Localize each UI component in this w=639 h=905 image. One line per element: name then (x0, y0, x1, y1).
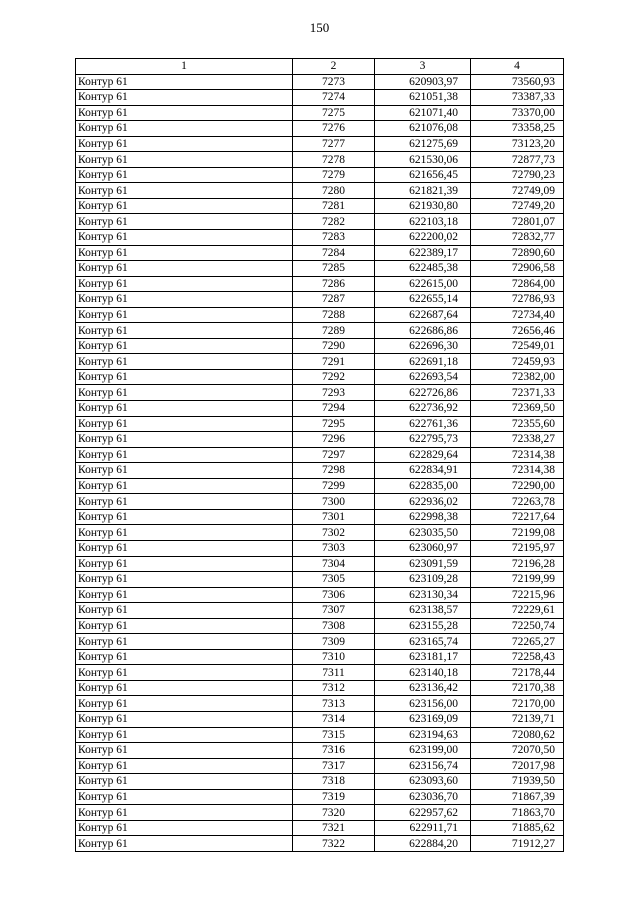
x-coordinate-cell: 623140,18 (375, 665, 471, 681)
y-coordinate-cell: 73358,25 (471, 121, 564, 137)
contour-cell: Контур 61 (76, 494, 293, 510)
x-coordinate-cell: 622485,38 (375, 261, 471, 277)
point-number-cell: 7315 (293, 727, 375, 743)
x-coordinate-cell: 621930,80 (375, 198, 471, 214)
contour-cell: Контур 61 (76, 136, 293, 152)
contour-cell: Контур 61 (76, 276, 293, 292)
contour-cell: Контур 61 (76, 385, 293, 401)
contour-cell: Контур 61 (76, 307, 293, 323)
column-header-2: 2 (293, 59, 375, 75)
table-row (76, 649, 564, 665)
contour-cell: Контур 61 (76, 261, 293, 277)
y-coordinate-cell: 71863,70 (471, 805, 564, 821)
table-row (76, 727, 564, 743)
contour-cell: Контур 61 (76, 432, 293, 448)
x-coordinate-cell: 622736,92 (375, 401, 471, 417)
point-number-cell: 7306 (293, 587, 375, 603)
y-coordinate-cell: 73123,20 (471, 136, 564, 152)
point-number-cell: 7319 (293, 789, 375, 805)
contour-cell: Контур 61 (76, 556, 293, 572)
y-coordinate-cell: 72355,60 (471, 416, 564, 432)
contour-cell: Контур 61 (76, 618, 293, 634)
x-coordinate-cell: 623199,00 (375, 743, 471, 759)
y-coordinate-cell: 72749,20 (471, 198, 564, 214)
x-coordinate-cell: 623155,28 (375, 618, 471, 634)
table-row (76, 323, 564, 339)
contour-cell: Контур 61 (76, 323, 293, 339)
contour-cell: Контур 61 (76, 525, 293, 541)
x-coordinate-cell: 623060,97 (375, 540, 471, 556)
point-number-cell: 7280 (293, 183, 375, 199)
contour-cell: Контур 61 (76, 572, 293, 588)
contour-cell: Контур 61 (76, 401, 293, 417)
x-coordinate-cell: 623181,17 (375, 649, 471, 665)
point-number-cell: 7285 (293, 261, 375, 277)
contour-cell: Контур 61 (76, 245, 293, 261)
point-number-cell: 7295 (293, 416, 375, 432)
y-coordinate-cell: 72314,38 (471, 463, 564, 479)
x-coordinate-cell: 622795,73 (375, 432, 471, 448)
y-coordinate-cell: 72290,00 (471, 478, 564, 494)
x-coordinate-cell: 623156,74 (375, 758, 471, 774)
x-coordinate-cell: 623136,42 (375, 680, 471, 696)
x-coordinate-cell: 623138,57 (375, 603, 471, 619)
point-number-cell: 7279 (293, 167, 375, 183)
point-number-cell: 7291 (293, 354, 375, 370)
y-coordinate-cell: 72786,93 (471, 292, 564, 308)
contour-cell: Контур 61 (76, 509, 293, 525)
y-coordinate-cell: 73387,33 (471, 90, 564, 106)
y-coordinate-cell: 72017,98 (471, 758, 564, 774)
point-number-cell: 7287 (293, 292, 375, 308)
y-coordinate-cell: 72265,27 (471, 634, 564, 650)
point-number-cell: 7298 (293, 463, 375, 479)
point-number-cell: 7317 (293, 758, 375, 774)
y-coordinate-cell: 72178,44 (471, 665, 564, 681)
x-coordinate-cell: 623035,50 (375, 525, 471, 541)
point-number-cell: 7307 (293, 603, 375, 619)
point-number-cell: 7309 (293, 634, 375, 650)
point-number-cell: 7316 (293, 743, 375, 759)
y-coordinate-cell: 72459,93 (471, 354, 564, 370)
x-coordinate-cell: 622103,18 (375, 214, 471, 230)
contour-cell: Контур 61 (76, 587, 293, 603)
table-row (76, 587, 564, 603)
y-coordinate-cell: 72369,50 (471, 401, 564, 417)
contour-cell: Контур 61 (76, 74, 293, 90)
table-row (76, 820, 564, 836)
x-coordinate-cell: 622655,14 (375, 292, 471, 308)
table-row (76, 478, 564, 494)
contour-cell: Контур 61 (76, 805, 293, 821)
contour-cell: Контур 61 (76, 743, 293, 759)
contour-cell: Контур 61 (76, 727, 293, 743)
table-row (76, 618, 564, 634)
point-number-cell: 7277 (293, 136, 375, 152)
y-coordinate-cell: 71939,50 (471, 774, 564, 790)
table-row (76, 696, 564, 712)
x-coordinate-cell: 622998,38 (375, 509, 471, 525)
contour-cell: Контур 61 (76, 711, 293, 727)
point-number-cell: 7310 (293, 649, 375, 665)
x-coordinate-cell: 621051,38 (375, 90, 471, 106)
x-coordinate-cell: 623156,00 (375, 696, 471, 712)
contour-cell: Контур 61 (76, 121, 293, 137)
point-number-cell: 7286 (293, 276, 375, 292)
table-row (76, 416, 564, 432)
point-number-cell: 7274 (293, 90, 375, 106)
table-row (76, 447, 564, 463)
contour-cell: Контур 61 (76, 696, 293, 712)
x-coordinate-cell: 621071,40 (375, 105, 471, 121)
point-number-cell: 7308 (293, 618, 375, 634)
point-number-cell: 7292 (293, 369, 375, 385)
point-number-cell: 7314 (293, 711, 375, 727)
point-number-cell: 7293 (293, 385, 375, 401)
table-row (76, 836, 564, 852)
table-row (76, 494, 564, 510)
table-body (76, 74, 564, 851)
table-header-row (76, 59, 564, 75)
y-coordinate-cell: 72250,74 (471, 618, 564, 634)
table-row (76, 183, 564, 199)
y-coordinate-cell: 72801,07 (471, 214, 564, 230)
x-coordinate-cell: 623109,28 (375, 572, 471, 588)
point-number-cell: 7299 (293, 478, 375, 494)
point-number-cell: 7303 (293, 540, 375, 556)
table-row (76, 540, 564, 556)
x-coordinate-cell: 621656,45 (375, 167, 471, 183)
point-number-cell: 7301 (293, 509, 375, 525)
y-coordinate-cell: 72832,77 (471, 230, 564, 246)
point-number-cell: 7278 (293, 152, 375, 168)
table-row (76, 680, 564, 696)
table-row (76, 261, 564, 277)
y-coordinate-cell: 72734,40 (471, 307, 564, 323)
x-coordinate-cell: 623130,34 (375, 587, 471, 603)
table-row (76, 603, 564, 619)
column-header-3: 3 (375, 59, 471, 75)
point-number-cell: 7300 (293, 494, 375, 510)
y-coordinate-cell: 72170,38 (471, 680, 564, 696)
point-number-cell: 7320 (293, 805, 375, 821)
y-coordinate-cell: 73560,93 (471, 74, 564, 90)
x-coordinate-cell: 622687,64 (375, 307, 471, 323)
y-coordinate-cell: 72656,46 (471, 323, 564, 339)
y-coordinate-cell: 72371,33 (471, 385, 564, 401)
contour-cell: Контур 61 (76, 152, 293, 168)
contour-cell: Контур 61 (76, 90, 293, 106)
table-row (76, 774, 564, 790)
contour-cell: Контур 61 (76, 774, 293, 790)
y-coordinate-cell: 72314,38 (471, 447, 564, 463)
contour-cell: Контур 61 (76, 665, 293, 681)
point-number-cell: 7289 (293, 323, 375, 339)
table-row (76, 167, 564, 183)
table-row (76, 385, 564, 401)
table-row (76, 665, 564, 681)
contour-cell: Контур 61 (76, 105, 293, 121)
coordinates-table (75, 58, 564, 852)
point-number-cell: 7283 (293, 230, 375, 246)
y-coordinate-cell: 71885,62 (471, 820, 564, 836)
y-coordinate-cell: 72906,58 (471, 261, 564, 277)
table-row (76, 74, 564, 90)
table-row (76, 121, 564, 137)
contour-cell: Контур 61 (76, 198, 293, 214)
contour-cell: Контур 61 (76, 354, 293, 370)
y-coordinate-cell: 72229,61 (471, 603, 564, 619)
point-number-cell: 7296 (293, 432, 375, 448)
table-row (76, 711, 564, 727)
contour-cell: Контур 61 (76, 680, 293, 696)
x-coordinate-cell: 623036,70 (375, 789, 471, 805)
point-number-cell: 7288 (293, 307, 375, 323)
x-coordinate-cell: 622835,00 (375, 478, 471, 494)
x-coordinate-cell: 622911,71 (375, 820, 471, 836)
table-row (76, 276, 564, 292)
x-coordinate-cell: 622829,64 (375, 447, 471, 463)
table-row (76, 743, 564, 759)
point-number-cell: 7282 (293, 214, 375, 230)
contour-cell: Контур 61 (76, 183, 293, 199)
point-number-cell: 7284 (293, 245, 375, 261)
y-coordinate-cell: 72890,60 (471, 245, 564, 261)
table-row (76, 198, 564, 214)
point-number-cell: 7294 (293, 401, 375, 417)
table-row (76, 90, 564, 106)
contour-cell: Контур 61 (76, 820, 293, 836)
x-coordinate-cell: 622389,17 (375, 245, 471, 261)
table-row (76, 338, 564, 354)
point-number-cell: 7297 (293, 447, 375, 463)
x-coordinate-cell: 622884,20 (375, 836, 471, 852)
table-row (76, 230, 564, 246)
contour-cell: Контур 61 (76, 758, 293, 774)
contour-cell: Контур 61 (76, 416, 293, 432)
table-row (76, 214, 564, 230)
table-row (76, 634, 564, 650)
point-number-cell: 7313 (293, 696, 375, 712)
point-number-cell: 7302 (293, 525, 375, 541)
contour-cell: Контур 61 (76, 649, 293, 665)
x-coordinate-cell: 622761,36 (375, 416, 471, 432)
contour-cell: Контур 61 (76, 478, 293, 494)
point-number-cell: 7312 (293, 680, 375, 696)
x-coordinate-cell: 622957,62 (375, 805, 471, 821)
x-coordinate-cell: 622726,86 (375, 385, 471, 401)
contour-cell: Контур 61 (76, 463, 293, 479)
y-coordinate-cell: 72877,73 (471, 152, 564, 168)
x-coordinate-cell: 622696,30 (375, 338, 471, 354)
x-coordinate-cell: 623093,60 (375, 774, 471, 790)
y-coordinate-cell: 72217,64 (471, 509, 564, 525)
y-coordinate-cell: 71912,27 (471, 836, 564, 852)
point-number-cell: 7276 (293, 121, 375, 137)
x-coordinate-cell: 622936,02 (375, 494, 471, 510)
y-coordinate-cell: 72199,08 (471, 525, 564, 541)
x-coordinate-cell: 622691,18 (375, 354, 471, 370)
table-row (76, 432, 564, 448)
x-coordinate-cell: 622615,00 (375, 276, 471, 292)
y-coordinate-cell: 72382,00 (471, 369, 564, 385)
point-number-cell: 7290 (293, 338, 375, 354)
x-coordinate-cell: 621530,06 (375, 152, 471, 168)
contour-cell: Контур 61 (76, 230, 293, 246)
y-coordinate-cell: 72338,27 (471, 432, 564, 448)
point-number-cell: 7311 (293, 665, 375, 681)
x-coordinate-cell: 622693,54 (375, 369, 471, 385)
x-coordinate-cell: 622686,86 (375, 323, 471, 339)
table-row (76, 805, 564, 821)
contour-cell: Контур 61 (76, 447, 293, 463)
y-coordinate-cell: 72199,99 (471, 572, 564, 588)
table-row (76, 572, 564, 588)
contour-cell: Контур 61 (76, 603, 293, 619)
x-coordinate-cell: 623169,09 (375, 711, 471, 727)
x-coordinate-cell: 622200,02 (375, 230, 471, 246)
table-row (76, 292, 564, 308)
contour-cell: Контур 61 (76, 167, 293, 183)
y-coordinate-cell: 72080,62 (471, 727, 564, 743)
x-coordinate-cell: 623165,74 (375, 634, 471, 650)
y-coordinate-cell: 72864,00 (471, 276, 564, 292)
x-coordinate-cell: 621275,69 (375, 136, 471, 152)
contour-cell: Контур 61 (76, 634, 293, 650)
column-header-1: 1 (76, 59, 293, 75)
y-coordinate-cell: 72196,28 (471, 556, 564, 572)
contour-cell: Контур 61 (76, 214, 293, 230)
contour-cell: Контур 61 (76, 540, 293, 556)
contour-cell: Контур 61 (76, 836, 293, 852)
point-number-cell: 7322 (293, 836, 375, 852)
point-number-cell: 7305 (293, 572, 375, 588)
y-coordinate-cell: 72195,97 (471, 540, 564, 556)
table-row (76, 758, 564, 774)
point-number-cell: 7321 (293, 820, 375, 836)
contour-cell: Контур 61 (76, 369, 293, 385)
x-coordinate-cell: 621821,39 (375, 183, 471, 199)
table-row (76, 525, 564, 541)
table-row (76, 789, 564, 805)
y-coordinate-cell: 72549,01 (471, 338, 564, 354)
x-coordinate-cell: 620903,97 (375, 74, 471, 90)
table-row (76, 307, 564, 323)
column-header-4: 4 (471, 59, 564, 75)
contour-cell: Контур 61 (76, 789, 293, 805)
y-coordinate-cell: 73370,00 (471, 105, 564, 121)
table-row (76, 354, 564, 370)
y-coordinate-cell: 71867,39 (471, 789, 564, 805)
table-row (76, 401, 564, 417)
point-number-cell: 7318 (293, 774, 375, 790)
table-row (76, 245, 564, 261)
contour-cell: Контур 61 (76, 338, 293, 354)
point-number-cell: 7281 (293, 198, 375, 214)
point-number-cell: 7304 (293, 556, 375, 572)
x-coordinate-cell: 623194,63 (375, 727, 471, 743)
point-number-cell: 7273 (293, 74, 375, 90)
table-row (76, 509, 564, 525)
y-coordinate-cell: 72215,96 (471, 587, 564, 603)
table-row (76, 152, 564, 168)
point-number-cell: 7275 (293, 105, 375, 121)
x-coordinate-cell: 623091,59 (375, 556, 471, 572)
x-coordinate-cell: 621076,08 (375, 121, 471, 137)
table-row (76, 463, 564, 479)
y-coordinate-cell: 72070,50 (471, 743, 564, 759)
table-row (76, 369, 564, 385)
table-row (76, 136, 564, 152)
y-coordinate-cell: 72258,43 (471, 649, 564, 665)
table-row (76, 105, 564, 121)
page-number: 150 (309, 20, 330, 35)
x-coordinate-cell: 622834,91 (375, 463, 471, 479)
y-coordinate-cell: 72263,78 (471, 494, 564, 510)
y-coordinate-cell: 72749,09 (471, 183, 564, 199)
table-row (76, 556, 564, 572)
contour-cell: Контур 61 (76, 292, 293, 308)
y-coordinate-cell: 72139,71 (471, 711, 564, 727)
y-coordinate-cell: 72170,00 (471, 696, 564, 712)
y-coordinate-cell: 72790,23 (471, 167, 564, 183)
